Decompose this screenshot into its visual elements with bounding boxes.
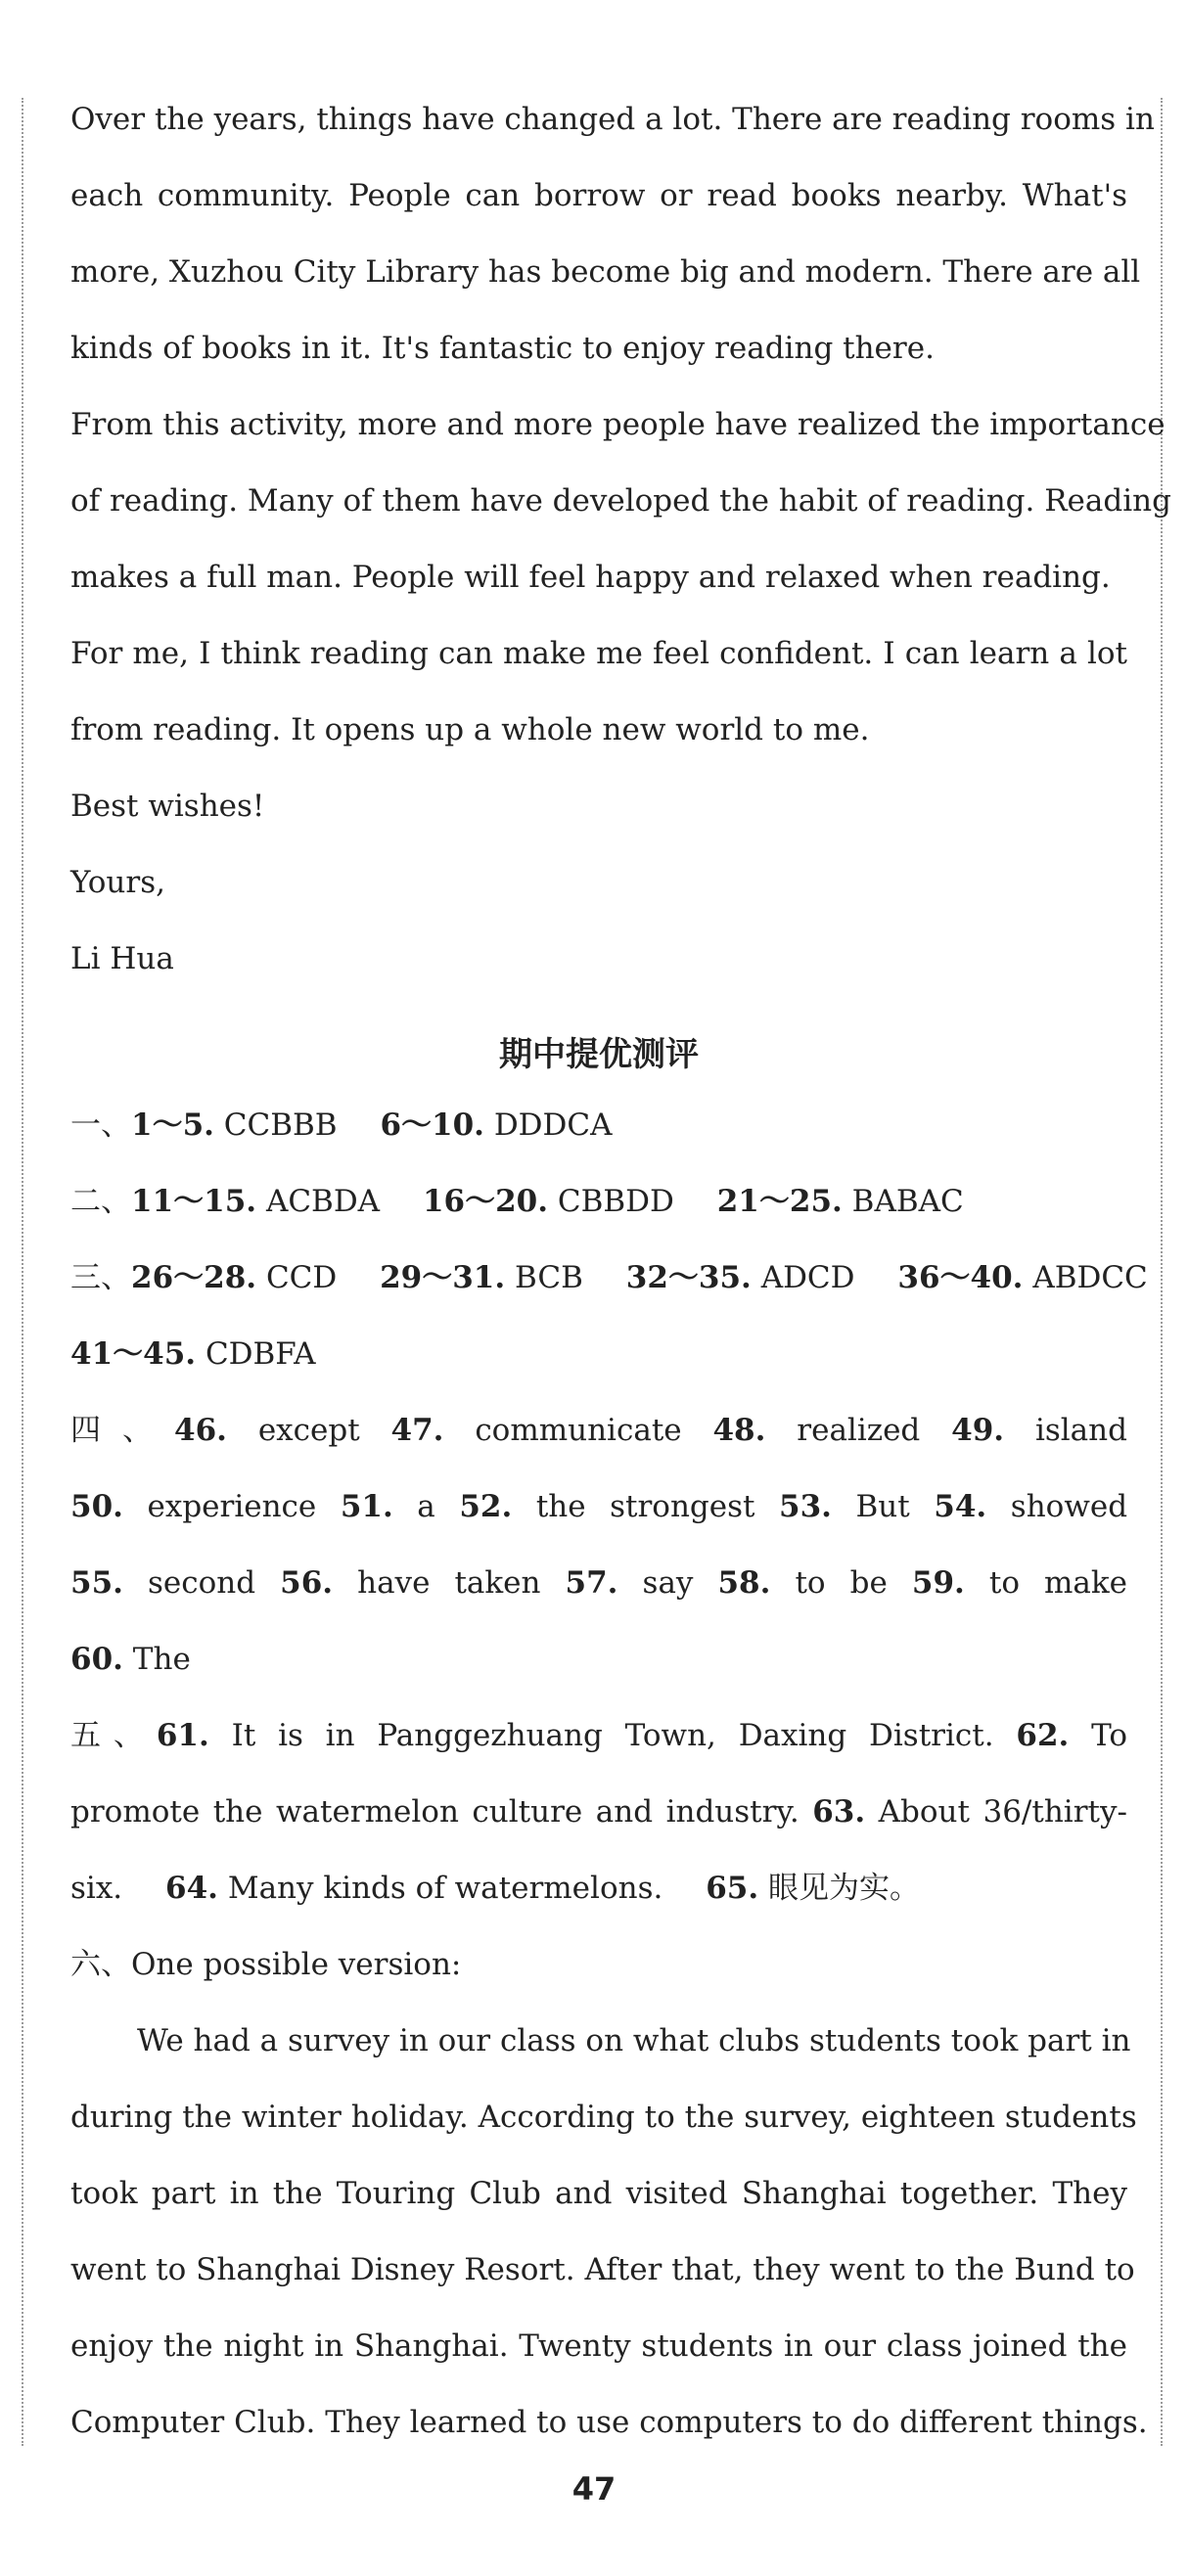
- letter-signature: Li Hua: [70, 941, 174, 976]
- answer-row-part1: [70, 1096, 1127, 1172]
- question-range: 16～20.: [422, 1184, 549, 1219]
- question-number: 63.: [812, 1794, 866, 1830]
- letter-line: kinds of books in it. It's fantastic to enjoy reading there.: [70, 331, 935, 366]
- answer: second: [147, 1565, 256, 1601]
- answer: To: [1091, 1718, 1128, 1753]
- answer: the strongest: [535, 1489, 755, 1524]
- question-range: 32～35.: [625, 1260, 752, 1295]
- question-range: 41～45.: [70, 1336, 197, 1372]
- answer: a: [417, 1489, 435, 1524]
- question-number: 65.: [706, 1871, 759, 1906]
- essay-line: during the winter holiday. According to the survey, eighteen students: [70, 2100, 1137, 2135]
- answer: say: [642, 1565, 694, 1601]
- answer: ACBDA: [265, 1184, 381, 1219]
- part-label: 六、: [70, 1947, 131, 1982]
- answer-row-part5: [70, 1859, 1127, 1935]
- essay-line: took part in the Touring Club and visited Shanghai together. They: [70, 2176, 1127, 2211]
- letter-line: each community. People can borrow or read books nearby. What's: [70, 178, 1127, 213]
- answer: six.: [70, 1871, 123, 1906]
- answer-row-part4: [70, 1630, 1127, 1706]
- answer-row-part4: [70, 1554, 1127, 1630]
- question-range: 36～40.: [897, 1260, 1024, 1295]
- answer: CCD: [265, 1260, 338, 1295]
- answer: communicate: [475, 1413, 682, 1448]
- letter-line: From this activity, more and more people have realized the importance: [70, 407, 1165, 442]
- essay-line: We had a survey in our class on what clubs students took part in: [137, 2023, 1131, 2058]
- question-range: 6～10.: [380, 1107, 484, 1143]
- answer-row-part3: [70, 1248, 1148, 1325]
- letter-line: For me, I think reading can make me feel confident. I can learn a lot: [70, 636, 1127, 671]
- letter-line: makes a full man. People will feel happy and relaxed when reading.: [70, 560, 1111, 595]
- essay-line: enjoy the night in Shanghai. Twenty students in our class joined the: [70, 2328, 1127, 2364]
- answer-row-part4: [70, 1477, 1127, 1554]
- question-number: 53.: [779, 1489, 832, 1524]
- right-dotted-margin-line: [1161, 98, 1163, 2446]
- question-range: 1～5.: [131, 1107, 214, 1143]
- question-number: 46.: [174, 1413, 227, 1448]
- question-range: 11～15.: [131, 1184, 257, 1219]
- answer: have taken: [357, 1565, 541, 1601]
- question-number: 50.: [70, 1489, 123, 1524]
- question-number: 57.: [565, 1565, 618, 1601]
- answer: ABDCC: [1032, 1260, 1148, 1295]
- letter-line: Over the years, things have changed a lot. There are reading rooms in: [70, 102, 1155, 137]
- answer: BABAC: [851, 1184, 964, 1219]
- answer: ADCD: [760, 1260, 855, 1295]
- essay-line: went to Shanghai Disney Resort. After that, they went to the Bund to: [70, 2252, 1135, 2287]
- section-title: 期中提优测评: [499, 1035, 699, 1074]
- answer: Many kinds of watermelons.: [227, 1871, 663, 1906]
- part-label: 五、: [70, 1718, 157, 1753]
- answer-row-part4: [70, 1401, 1127, 1477]
- question-number: 55.: [70, 1565, 123, 1601]
- letter-line: from reading. It opens up a whole new world to me.: [70, 712, 870, 747]
- question-number: 64.: [165, 1871, 218, 1906]
- question-number: 54.: [934, 1489, 987, 1524]
- answer: CDBFA: [205, 1336, 316, 1372]
- question-number: 58.: [717, 1565, 771, 1601]
- answer-row-part2: [70, 1172, 1127, 1248]
- question-number: 52.: [459, 1489, 513, 1524]
- question-range: 29～31.: [380, 1260, 506, 1295]
- question-number: 62.: [1016, 1718, 1070, 1753]
- part-label: 四、: [70, 1413, 175, 1448]
- answer: DDDCA: [493, 1107, 613, 1143]
- answer: About 36/thirty-: [878, 1794, 1127, 1830]
- answer: experience: [147, 1489, 317, 1524]
- question-number: 60.: [70, 1642, 123, 1677]
- answer-row-part6: [70, 1935, 1127, 2011]
- part-label: 一、: [70, 1107, 131, 1143]
- answer: except: [257, 1413, 360, 1448]
- question-range: 26～28.: [131, 1260, 257, 1295]
- answer: CBBDD: [557, 1184, 674, 1219]
- answer: CCBBB: [223, 1107, 338, 1143]
- letter-line: of reading. Many of them have developed the habit of reading. Reading: [70, 483, 1171, 519]
- answer: to make: [988, 1565, 1128, 1601]
- page-number: 47: [571, 2470, 617, 2508]
- page-content: [70, 90, 1171, 2469]
- letter-closing: Best wishes!: [70, 789, 265, 824]
- answer-row-part5: [70, 1706, 1127, 1783]
- question-number: 51.: [340, 1489, 393, 1524]
- question-number: 49.: [951, 1413, 1005, 1448]
- part6-intro: One possible version:: [131, 1947, 462, 1982]
- part-label: 二、: [70, 1184, 131, 1219]
- answer: realized: [797, 1413, 921, 1448]
- letter-yours: Yours,: [70, 865, 165, 900]
- question-number: 59.: [911, 1565, 965, 1601]
- answer: It is in Panggezhuang Town, Daxing District.: [231, 1718, 994, 1753]
- letter-line: more, Xuzhou City Library has become big and modern. There are all: [70, 254, 1141, 290]
- question-number: 61.: [156, 1718, 209, 1753]
- answer: The: [132, 1642, 191, 1677]
- answer-row-part5: [70, 1783, 1127, 1859]
- essay-line: Computer Club. They learned to use computers to do different things.: [70, 2405, 1148, 2440]
- answer: showed: [1010, 1489, 1128, 1524]
- answer: island: [1034, 1413, 1127, 1448]
- question-number: 47.: [390, 1413, 444, 1448]
- answer: BCB: [515, 1260, 583, 1295]
- question-number: 48.: [712, 1413, 766, 1448]
- part-label: 三、: [70, 1260, 131, 1295]
- left-dotted-margin-line: [22, 98, 23, 2446]
- answer: 眼见为实。: [768, 1871, 920, 1906]
- question-number: 56.: [280, 1565, 334, 1601]
- answer: But: [855, 1489, 910, 1524]
- question-range: 21～25.: [716, 1184, 843, 1219]
- answer-row-part3-cont: [70, 1325, 1127, 1401]
- answer: to be: [795, 1565, 888, 1601]
- answer: promote the watermelon culture and industry.: [70, 1794, 800, 1830]
